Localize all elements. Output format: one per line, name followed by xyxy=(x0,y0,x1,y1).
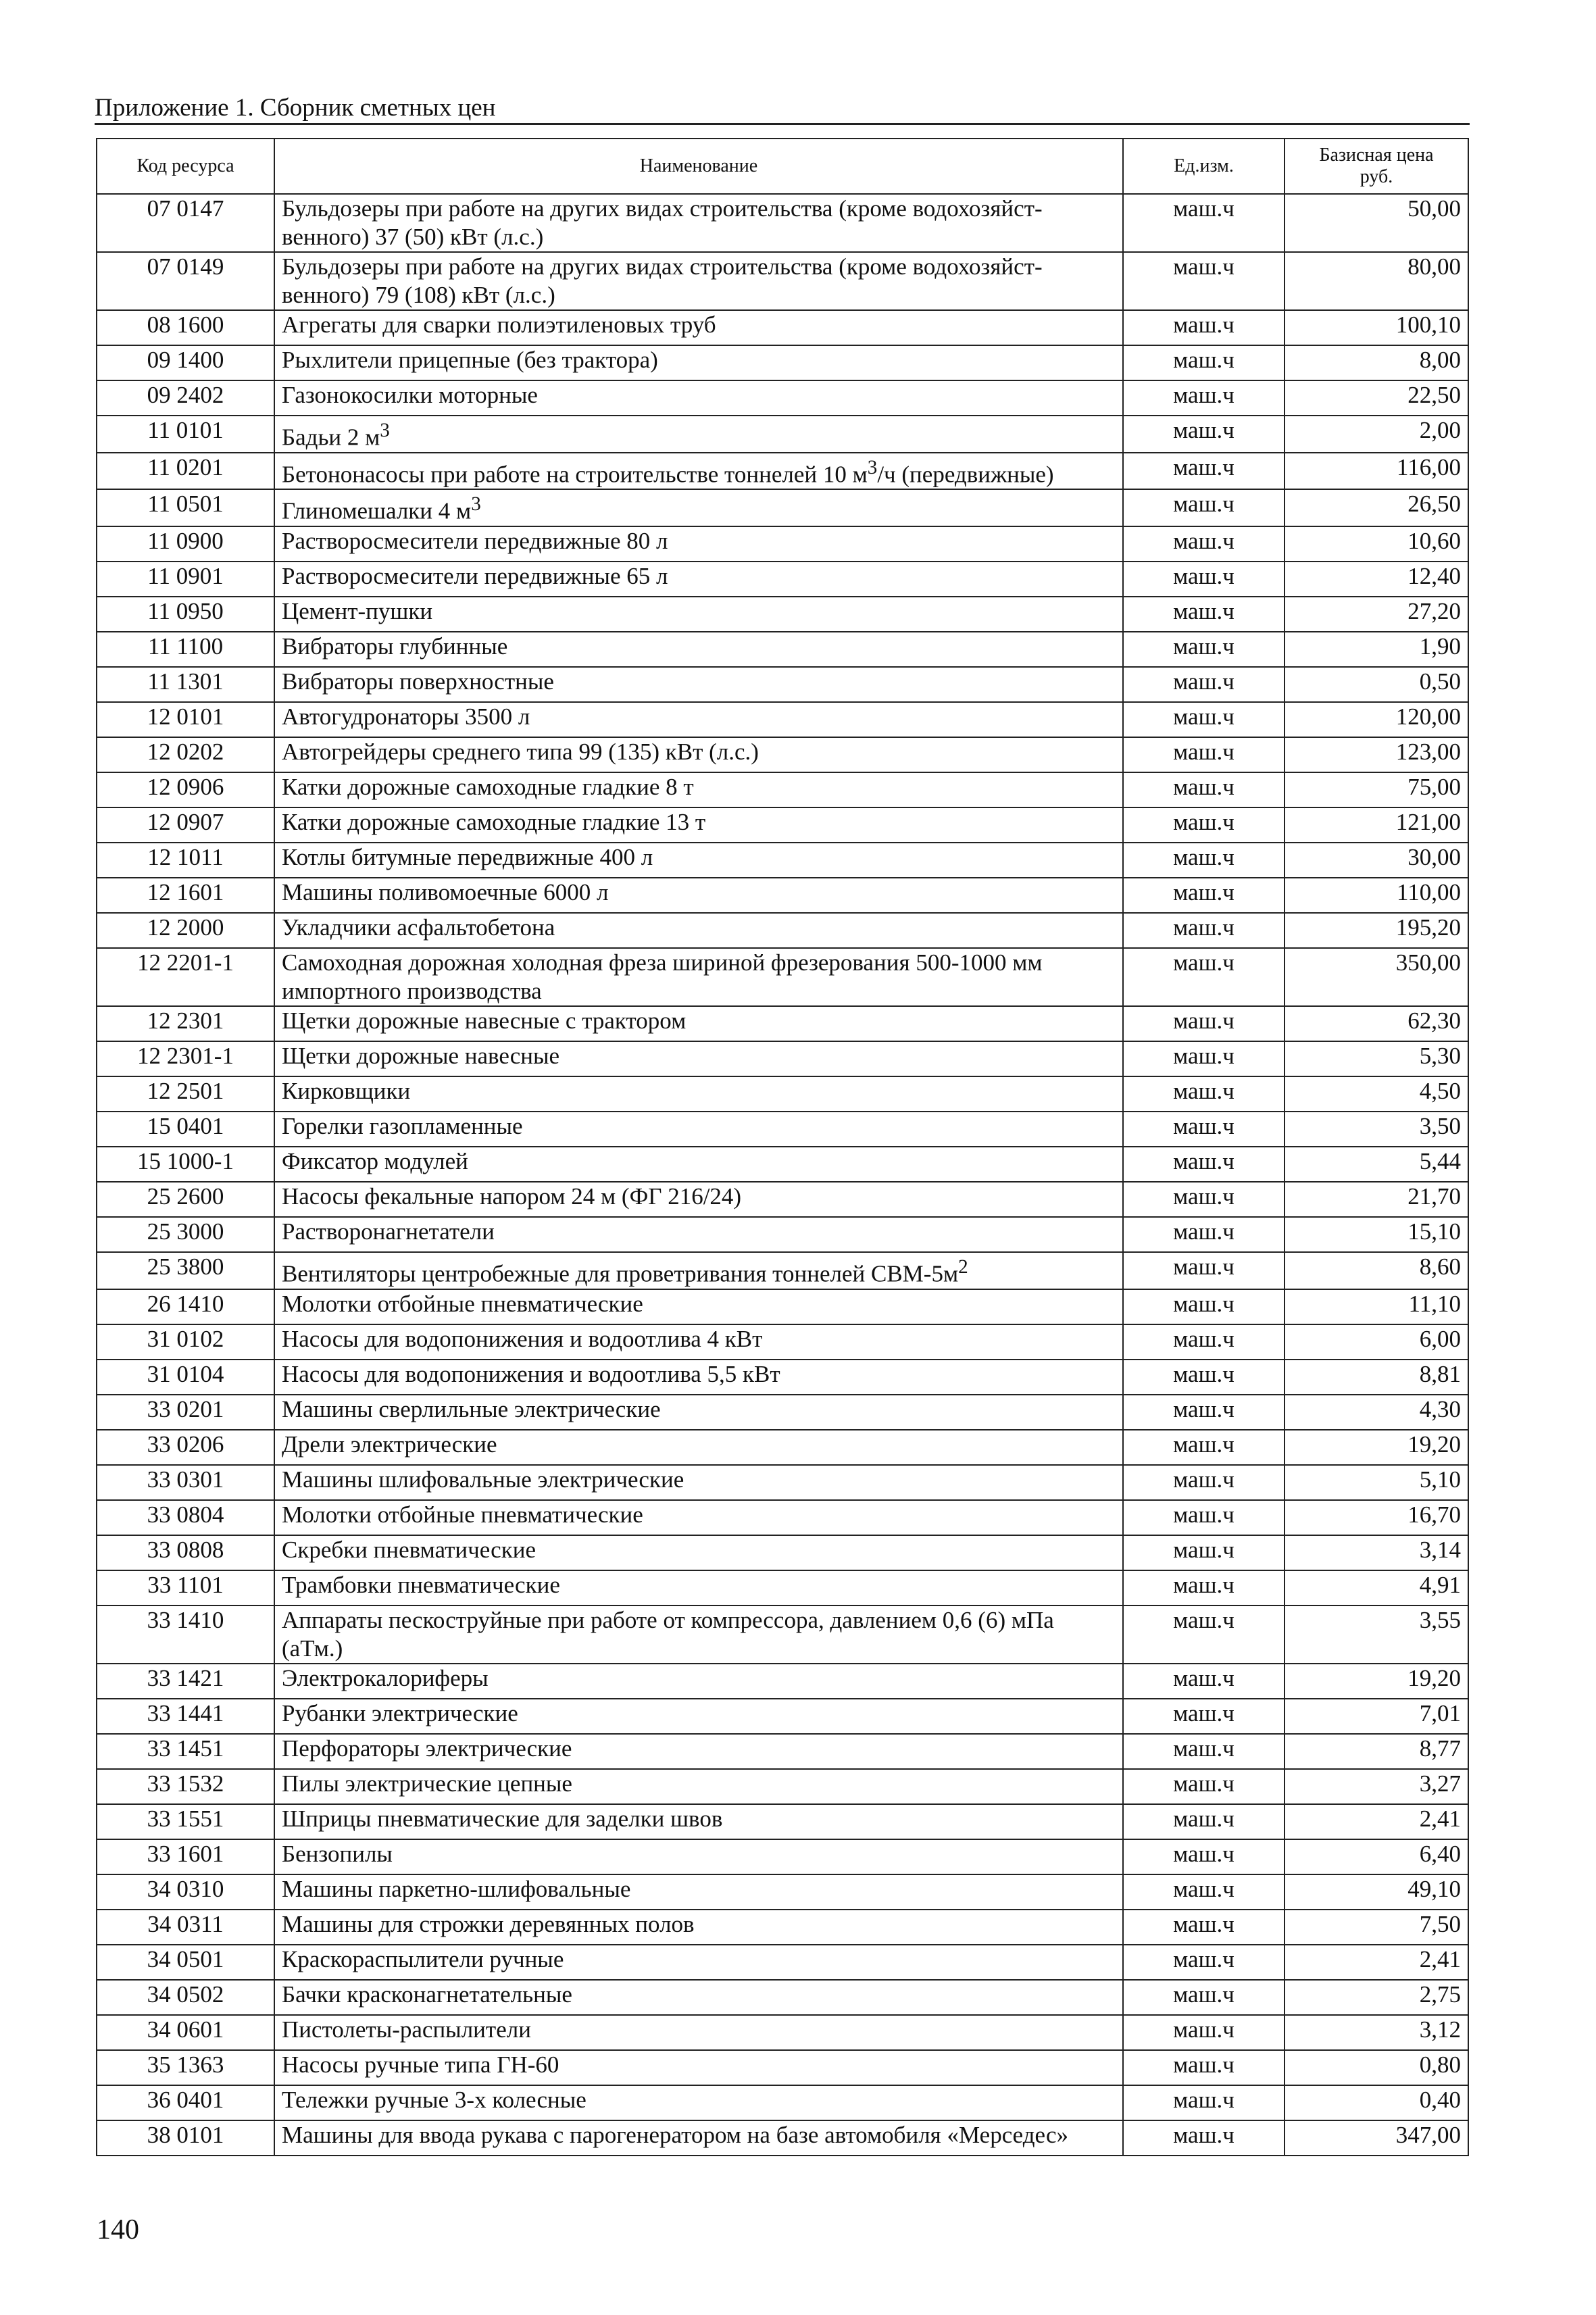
unit-of-measure: маш.ч xyxy=(1123,1804,1285,1839)
unit-of-measure: маш.ч xyxy=(1123,948,1285,1006)
table-row xyxy=(97,2050,1468,2085)
resource-name: Вентиляторы центробежные для проветривания тоннелей СВМ-$5м^2$ xyxy=(274,1252,1123,1289)
base-price: 80,00 xyxy=(1285,252,1468,310)
unit-of-measure: маш.ч xyxy=(1123,807,1285,843)
table-row xyxy=(97,1734,1468,1769)
resource-name: Укладчики асфальтобетона xyxy=(274,913,1123,948)
base-price: 0,40 xyxy=(1285,2085,1468,2120)
base-price: 100,10 xyxy=(1285,310,1468,345)
base-price: 26,50 xyxy=(1285,489,1468,526)
resource-code: 33 1441 xyxy=(97,1699,274,1734)
unit-of-measure: маш.ч xyxy=(1123,416,1285,453)
unit-of-measure: маш.ч xyxy=(1123,1980,1285,2015)
base-price: 350,00 xyxy=(1285,948,1468,1006)
resource-name: Бадьи 2 $м^3$ xyxy=(274,416,1123,453)
resource-code: 25 2600 xyxy=(97,1182,274,1217)
header-divider xyxy=(95,123,1470,125)
table-row xyxy=(97,380,1468,416)
unit-of-measure: маш.ч xyxy=(1123,489,1285,526)
table-row xyxy=(97,1041,1468,1076)
resource-name: Рыхлители прицепные (без трактора) xyxy=(274,345,1123,380)
table-row xyxy=(97,1874,1468,1910)
table-row xyxy=(97,1182,1468,1217)
unit-of-measure: маш.ч xyxy=(1123,1217,1285,1252)
resource-name: Тележки ручные 3-х колесные xyxy=(274,2085,1123,2120)
page-number: 140 xyxy=(97,2214,139,2245)
resource-name: Глиномешалки 4 $м^3$ xyxy=(274,489,1123,526)
resource-code: 31 0102 xyxy=(97,1324,274,1360)
base-price: 15,10 xyxy=(1285,1217,1468,1252)
base-price: 7,01 xyxy=(1285,1699,1468,1734)
resource-code: 33 1421 xyxy=(97,1664,274,1699)
resource-name: Машины для ввода рукава с парогенератором на базе автомобиля «Мерседес» xyxy=(274,2120,1123,2156)
resource-name: Вибраторы глубинные xyxy=(274,632,1123,667)
resource-name: Щетки дорожные навесные xyxy=(274,1041,1123,1076)
base-price: 49,10 xyxy=(1285,1874,1468,1910)
table-row xyxy=(97,1112,1468,1147)
resource-code: 35 1363 xyxy=(97,2050,274,2085)
column-header-code: Код ресурса xyxy=(97,139,274,194)
resource-code: 34 0502 xyxy=(97,1980,274,2015)
table-row xyxy=(97,1500,1468,1535)
resource-code: 09 1400 xyxy=(97,345,274,380)
resource-code: 34 0601 xyxy=(97,2015,274,2050)
resource-name: Котлы битумные передвижные 400 л xyxy=(274,843,1123,878)
resource-code: 15 1000-1 xyxy=(97,1147,274,1182)
unit-of-measure: маш.ч xyxy=(1123,1465,1285,1500)
unit-of-measure: маш.ч xyxy=(1123,1041,1285,1076)
unit-of-measure: маш.ч xyxy=(1123,310,1285,345)
table-row xyxy=(97,453,1468,490)
table-row xyxy=(97,194,1468,252)
unit-of-measure: маш.ч xyxy=(1123,2050,1285,2085)
table-row xyxy=(97,1465,1468,1500)
unit-of-measure: маш.ч xyxy=(1123,913,1285,948)
resource-name: Скребки пневматические xyxy=(274,1535,1123,1570)
base-price: 4,50 xyxy=(1285,1076,1468,1112)
resource-name: Трамбовки пневматические xyxy=(274,1570,1123,1605)
table-row xyxy=(97,2015,1468,2050)
unit-of-measure: маш.ч xyxy=(1123,1734,1285,1769)
unit-of-measure: маш.ч xyxy=(1123,1182,1285,1217)
unit-of-measure: маш.ч xyxy=(1123,526,1285,562)
unit-of-measure: маш.ч xyxy=(1123,1570,1285,1605)
resource-code: 11 0501 xyxy=(97,489,274,526)
table-row xyxy=(97,597,1468,632)
resource-code: 33 0804 xyxy=(97,1500,274,1535)
base-price: 8,81 xyxy=(1285,1360,1468,1395)
column-header-price-line2: руб. xyxy=(1360,166,1393,187)
unit-of-measure: маш.ч xyxy=(1123,878,1285,913)
resource-name: Перфораторы электрические xyxy=(274,1734,1123,1769)
resource-name: Молотки отбойные пневматические xyxy=(274,1289,1123,1324)
resource-code: 12 1601 xyxy=(97,878,274,913)
resource-code: 33 1551 xyxy=(97,1804,274,1839)
base-price: 8,77 xyxy=(1285,1734,1468,1769)
resource-code: 33 0201 xyxy=(97,1395,274,1430)
resource-name: Автогудронаторы 3500 л xyxy=(274,702,1123,737)
resource-name: Машины шлифовальные электрические xyxy=(274,1465,1123,1500)
table-row xyxy=(97,702,1468,737)
unit-of-measure: маш.ч xyxy=(1123,1360,1285,1395)
resource-code: 12 0906 xyxy=(97,772,274,807)
base-price: 16,70 xyxy=(1285,1500,1468,1535)
table-row xyxy=(97,310,1468,345)
base-price: 3,50 xyxy=(1285,1112,1468,1147)
unit-of-measure: маш.ч xyxy=(1123,737,1285,772)
unit-of-measure: маш.ч xyxy=(1123,1500,1285,1535)
table-body xyxy=(97,194,1468,2156)
base-price: 2,41 xyxy=(1285,1804,1468,1839)
base-price: 6,00 xyxy=(1285,1324,1468,1360)
unit-of-measure: маш.ч xyxy=(1123,194,1285,252)
unit-of-measure: маш.ч xyxy=(1123,2015,1285,2050)
resource-code: 36 0401 xyxy=(97,2085,274,2120)
base-price: 123,00 xyxy=(1285,737,1468,772)
unit-of-measure: маш.ч xyxy=(1123,1874,1285,1910)
base-price: 10,60 xyxy=(1285,526,1468,562)
base-price: 4,30 xyxy=(1285,1395,1468,1430)
resource-code: 09 2402 xyxy=(97,380,274,416)
unit-of-measure: маш.ч xyxy=(1123,1112,1285,1147)
base-price: 3,27 xyxy=(1285,1769,1468,1804)
unit-of-measure: маш.ч xyxy=(1123,1699,1285,1734)
resource-name: Насосы для водопонижения и водоотлива 5,5 кВт xyxy=(274,1360,1123,1395)
unit-of-measure: маш.ч xyxy=(1123,1324,1285,1360)
resource-code: 12 2301 xyxy=(97,1006,274,1041)
resource-name: Молотки отбойные пневматические xyxy=(274,1500,1123,1535)
unit-of-measure: маш.ч xyxy=(1123,562,1285,597)
base-price: 7,50 xyxy=(1285,1910,1468,1945)
unit-of-measure: маш.ч xyxy=(1123,597,1285,632)
base-price: 3,55 xyxy=(1285,1605,1468,1664)
resource-name: Аппараты пескоструйные при работе от компрессора, давлением 0,6 (6) мПа (аТм.) xyxy=(274,1605,1123,1664)
unit-of-measure: маш.ч xyxy=(1123,1605,1285,1664)
resource-code: 11 1301 xyxy=(97,667,274,702)
unit-of-measure: маш.ч xyxy=(1123,2085,1285,2120)
unit-of-measure: маш.ч xyxy=(1123,345,1285,380)
resource-code: 12 2201-1 xyxy=(97,948,274,1006)
table-row xyxy=(97,1980,1468,2015)
base-price: 21,70 xyxy=(1285,1182,1468,1217)
table-row xyxy=(97,1910,1468,1945)
resource-code: 12 0202 xyxy=(97,737,274,772)
table-row xyxy=(97,416,1468,453)
resource-name: Бачки красконагнетательные xyxy=(274,1980,1123,2015)
base-price: 2,41 xyxy=(1285,1945,1468,1980)
table-row xyxy=(97,1395,1468,1430)
resource-code: 12 1011 xyxy=(97,843,274,878)
resource-code: 12 2000 xyxy=(97,913,274,948)
table-row xyxy=(97,489,1468,526)
table-row xyxy=(97,737,1468,772)
table-row xyxy=(97,1605,1468,1664)
resource-code: 07 0149 xyxy=(97,252,274,310)
table-row xyxy=(97,1839,1468,1874)
table-row xyxy=(97,1147,1468,1182)
resource-name: Автогрейдеры среднего типа 99 (135) кВт (л.с.) xyxy=(274,737,1123,772)
resource-name: Катки дорожные самоходные гладкие 13 т xyxy=(274,807,1123,843)
resource-name: Бензопилы xyxy=(274,1839,1123,1874)
resource-name: Краскораспылители ручные xyxy=(274,1945,1123,1980)
base-price: 347,00 xyxy=(1285,2120,1468,2156)
base-price: 22,50 xyxy=(1285,380,1468,416)
resource-code: 11 0900 xyxy=(97,526,274,562)
resource-name: Агрегаты для сварки полиэтиленовых труб xyxy=(274,310,1123,345)
unit-of-measure: маш.ч xyxy=(1123,1430,1285,1465)
table-row xyxy=(97,1324,1468,1360)
resource-code: 12 0907 xyxy=(97,807,274,843)
column-header-name: Наименование xyxy=(274,139,1123,194)
resource-code: 11 0901 xyxy=(97,562,274,597)
resource-name: Рубанки электрические xyxy=(274,1699,1123,1734)
column-header-price xyxy=(1285,139,1468,194)
unit-of-measure: маш.ч xyxy=(1123,1076,1285,1112)
table-row xyxy=(97,1664,1468,1699)
base-price: 2,75 xyxy=(1285,1980,1468,2015)
resource-name: Дрели электрические xyxy=(274,1430,1123,1465)
base-price: 11,10 xyxy=(1285,1289,1468,1324)
resource-name: Машины паркетно-шлифовальные xyxy=(274,1874,1123,1910)
resource-code: 12 0101 xyxy=(97,702,274,737)
table-row xyxy=(97,1076,1468,1112)
base-price: 75,00 xyxy=(1285,772,1468,807)
table-row xyxy=(97,632,1468,667)
resource-code: 33 0206 xyxy=(97,1430,274,1465)
unit-of-measure: маш.ч xyxy=(1123,453,1285,490)
resource-name: Растворосмесители передвижные 65 л xyxy=(274,562,1123,597)
unit-of-measure: маш.ч xyxy=(1123,1535,1285,1570)
unit-of-measure: маш.ч xyxy=(1123,1289,1285,1324)
base-price: 0,80 xyxy=(1285,2050,1468,2085)
table-row xyxy=(97,1006,1468,1041)
unit-of-measure: маш.ч xyxy=(1123,1664,1285,1699)
base-price: 110,00 xyxy=(1285,878,1468,913)
table-row xyxy=(97,2120,1468,2156)
base-price: 120,00 xyxy=(1285,702,1468,737)
base-price: 12,40 xyxy=(1285,562,1468,597)
base-price: 27,20 xyxy=(1285,597,1468,632)
resource-code: 33 1101 xyxy=(97,1570,274,1605)
resource-name: Бульдозеры при работе на других видах строительства (кроме водохозяйст- венного) 79 (108) кВт (л.с.) xyxy=(274,252,1123,310)
resource-code: 25 3000 xyxy=(97,1217,274,1252)
resource-name: Газонокосилки моторные xyxy=(274,380,1123,416)
base-price: 1,90 xyxy=(1285,632,1468,667)
resource-code: 33 1532 xyxy=(97,1769,274,1804)
unit-of-measure: маш.ч xyxy=(1123,1252,1285,1289)
table-row xyxy=(97,1360,1468,1395)
base-price: 2,00 xyxy=(1285,416,1468,453)
table-row xyxy=(97,1570,1468,1605)
resource-code: 26 1410 xyxy=(97,1289,274,1324)
table-row xyxy=(97,1769,1468,1804)
page-header: Приложение 1. Сборник сметных цен xyxy=(95,94,496,122)
resource-name: Растворонагнетатели xyxy=(274,1217,1123,1252)
table-row xyxy=(97,562,1468,597)
base-price: 62,30 xyxy=(1285,1006,1468,1041)
unit-of-measure: маш.ч xyxy=(1123,2120,1285,2156)
resource-code: 12 2501 xyxy=(97,1076,274,1112)
base-price: 5,10 xyxy=(1285,1465,1468,1500)
table-row xyxy=(97,252,1468,310)
table-row xyxy=(97,526,1468,562)
table-row xyxy=(97,913,1468,948)
base-price: 19,20 xyxy=(1285,1664,1468,1699)
base-price: 195,20 xyxy=(1285,913,1468,948)
table-row xyxy=(97,807,1468,843)
unit-of-measure: маш.ч xyxy=(1123,702,1285,737)
base-price: 3,12 xyxy=(1285,2015,1468,2050)
base-price: 30,00 xyxy=(1285,843,1468,878)
table-header-row xyxy=(97,139,1468,194)
resource-code: 34 0311 xyxy=(97,1910,274,1945)
base-price: 0,50 xyxy=(1285,667,1468,702)
base-price: 6,40 xyxy=(1285,1839,1468,1874)
unit-of-measure: маш.ч xyxy=(1123,772,1285,807)
resource-name: Пилы электрические цепные xyxy=(274,1769,1123,1804)
base-price: 3,14 xyxy=(1285,1535,1468,1570)
resource-name: Машины для строжки деревянных полов xyxy=(274,1910,1123,1945)
table-row xyxy=(97,1217,1468,1252)
unit-of-measure: маш.ч xyxy=(1123,632,1285,667)
unit-of-measure: маш.ч xyxy=(1123,1839,1285,1874)
resource-code: 11 1100 xyxy=(97,632,274,667)
resource-code: 33 0808 xyxy=(97,1535,274,1570)
resource-code: 34 0501 xyxy=(97,1945,274,1980)
column-header-price-line1: Базисная цена xyxy=(1319,145,1434,166)
resource-code: 38 0101 xyxy=(97,2120,274,2156)
resource-code: 31 0104 xyxy=(97,1360,274,1395)
unit-of-measure: маш.ч xyxy=(1123,1769,1285,1804)
resource-code: 12 2301-1 xyxy=(97,1041,274,1076)
unit-of-measure: маш.ч xyxy=(1123,1147,1285,1182)
resource-code: 11 0950 xyxy=(97,597,274,632)
resource-code: 33 0301 xyxy=(97,1465,274,1500)
resource-name: Насосы для водопонижения и водоотлива 4 кВт xyxy=(274,1324,1123,1360)
resource-name: Катки дорожные самоходные гладкие 8 т xyxy=(274,772,1123,807)
resource-code: 08 1600 xyxy=(97,310,274,345)
unit-of-measure: маш.ч xyxy=(1123,667,1285,702)
resource-code: 25 3800 xyxy=(97,1252,274,1289)
resource-name: Шприцы пневматические для заделки швов xyxy=(274,1804,1123,1839)
table-row xyxy=(97,772,1468,807)
resource-name: Насосы фекальные напором 24 м (ФГ 216/24) xyxy=(274,1182,1123,1217)
unit-of-measure: маш.ч xyxy=(1123,1945,1285,1980)
unit-of-measure: маш.ч xyxy=(1123,252,1285,310)
resource-name: Бетононасосы при работе на строительстве тоннелей 10 $м^3/ч$ (передвижные) xyxy=(274,453,1123,490)
resource-code: 07 0147 xyxy=(97,194,274,252)
base-price: 19,20 xyxy=(1285,1430,1468,1465)
table-row xyxy=(97,2085,1468,2120)
resource-name: Кирковщики xyxy=(274,1076,1123,1112)
table-row xyxy=(97,1535,1468,1570)
resource-name: Цемент-пушки xyxy=(274,597,1123,632)
table-row xyxy=(97,1945,1468,1980)
resource-code: 15 0401 xyxy=(97,1112,274,1147)
resource-code: 33 1451 xyxy=(97,1734,274,1769)
base-price: 50,00 xyxy=(1285,194,1468,252)
resource-name: Щетки дорожные навесные с трактором xyxy=(274,1006,1123,1041)
base-price: 8,00 xyxy=(1285,345,1468,380)
resource-name: Бульдозеры при работе на других видах строительства (кроме водохозяйст- венного) 37 (50) кВт (л.с.) xyxy=(274,194,1123,252)
unit-of-measure: маш.ч xyxy=(1123,380,1285,416)
resource-name: Электрокалориферы xyxy=(274,1664,1123,1699)
base-price: 8,60 xyxy=(1285,1252,1468,1289)
resource-code: 11 0101 xyxy=(97,416,274,453)
table-row xyxy=(97,1804,1468,1839)
base-price: 4,91 xyxy=(1285,1570,1468,1605)
table-row xyxy=(97,878,1468,913)
table-row xyxy=(97,1430,1468,1465)
unit-of-measure: маш.ч xyxy=(1123,1006,1285,1041)
resource-name: Машины сверлильные электрические xyxy=(274,1395,1123,1430)
unit-of-measure: маш.ч xyxy=(1123,843,1285,878)
resource-code: 11 0201 xyxy=(97,453,274,490)
resource-code: 34 0310 xyxy=(97,1874,274,1910)
resource-name: Машины поливомоечные 6000 л xyxy=(274,878,1123,913)
resource-code: 33 1601 xyxy=(97,1839,274,1874)
base-price: 116,00 xyxy=(1285,453,1468,490)
table-row xyxy=(97,1699,1468,1734)
resource-name: Пистолеты-распылители xyxy=(274,2015,1123,2050)
resource-name: Горелки газопламенные xyxy=(274,1112,1123,1147)
resource-code: 33 1410 xyxy=(97,1605,274,1664)
table-row xyxy=(97,843,1468,878)
resource-name: Насосы ручные типа ГН-60 xyxy=(274,2050,1123,2085)
table-row xyxy=(97,948,1468,1006)
table-row xyxy=(97,1252,1468,1289)
base-price: 5,30 xyxy=(1285,1041,1468,1076)
unit-of-measure: маш.ч xyxy=(1123,1910,1285,1945)
base-price: 5,44 xyxy=(1285,1147,1468,1182)
column-header-unit: Ед.изм. xyxy=(1123,139,1285,194)
resource-name: Фиксатор модулей xyxy=(274,1147,1123,1182)
resource-name: Вибраторы поверхностные xyxy=(274,667,1123,702)
table-row xyxy=(97,667,1468,702)
table-row xyxy=(97,345,1468,380)
table-row xyxy=(97,1289,1468,1324)
unit-of-measure: маш.ч xyxy=(1123,1395,1285,1430)
resource-name: Растворосмесители передвижные 80 л xyxy=(274,526,1123,562)
price-table xyxy=(96,138,1469,2156)
resource-name: Самоходная дорожная холодная фреза шириной фрезерования 500-1000 мм импортного производства xyxy=(274,948,1123,1006)
base-price: 121,00 xyxy=(1285,807,1468,843)
